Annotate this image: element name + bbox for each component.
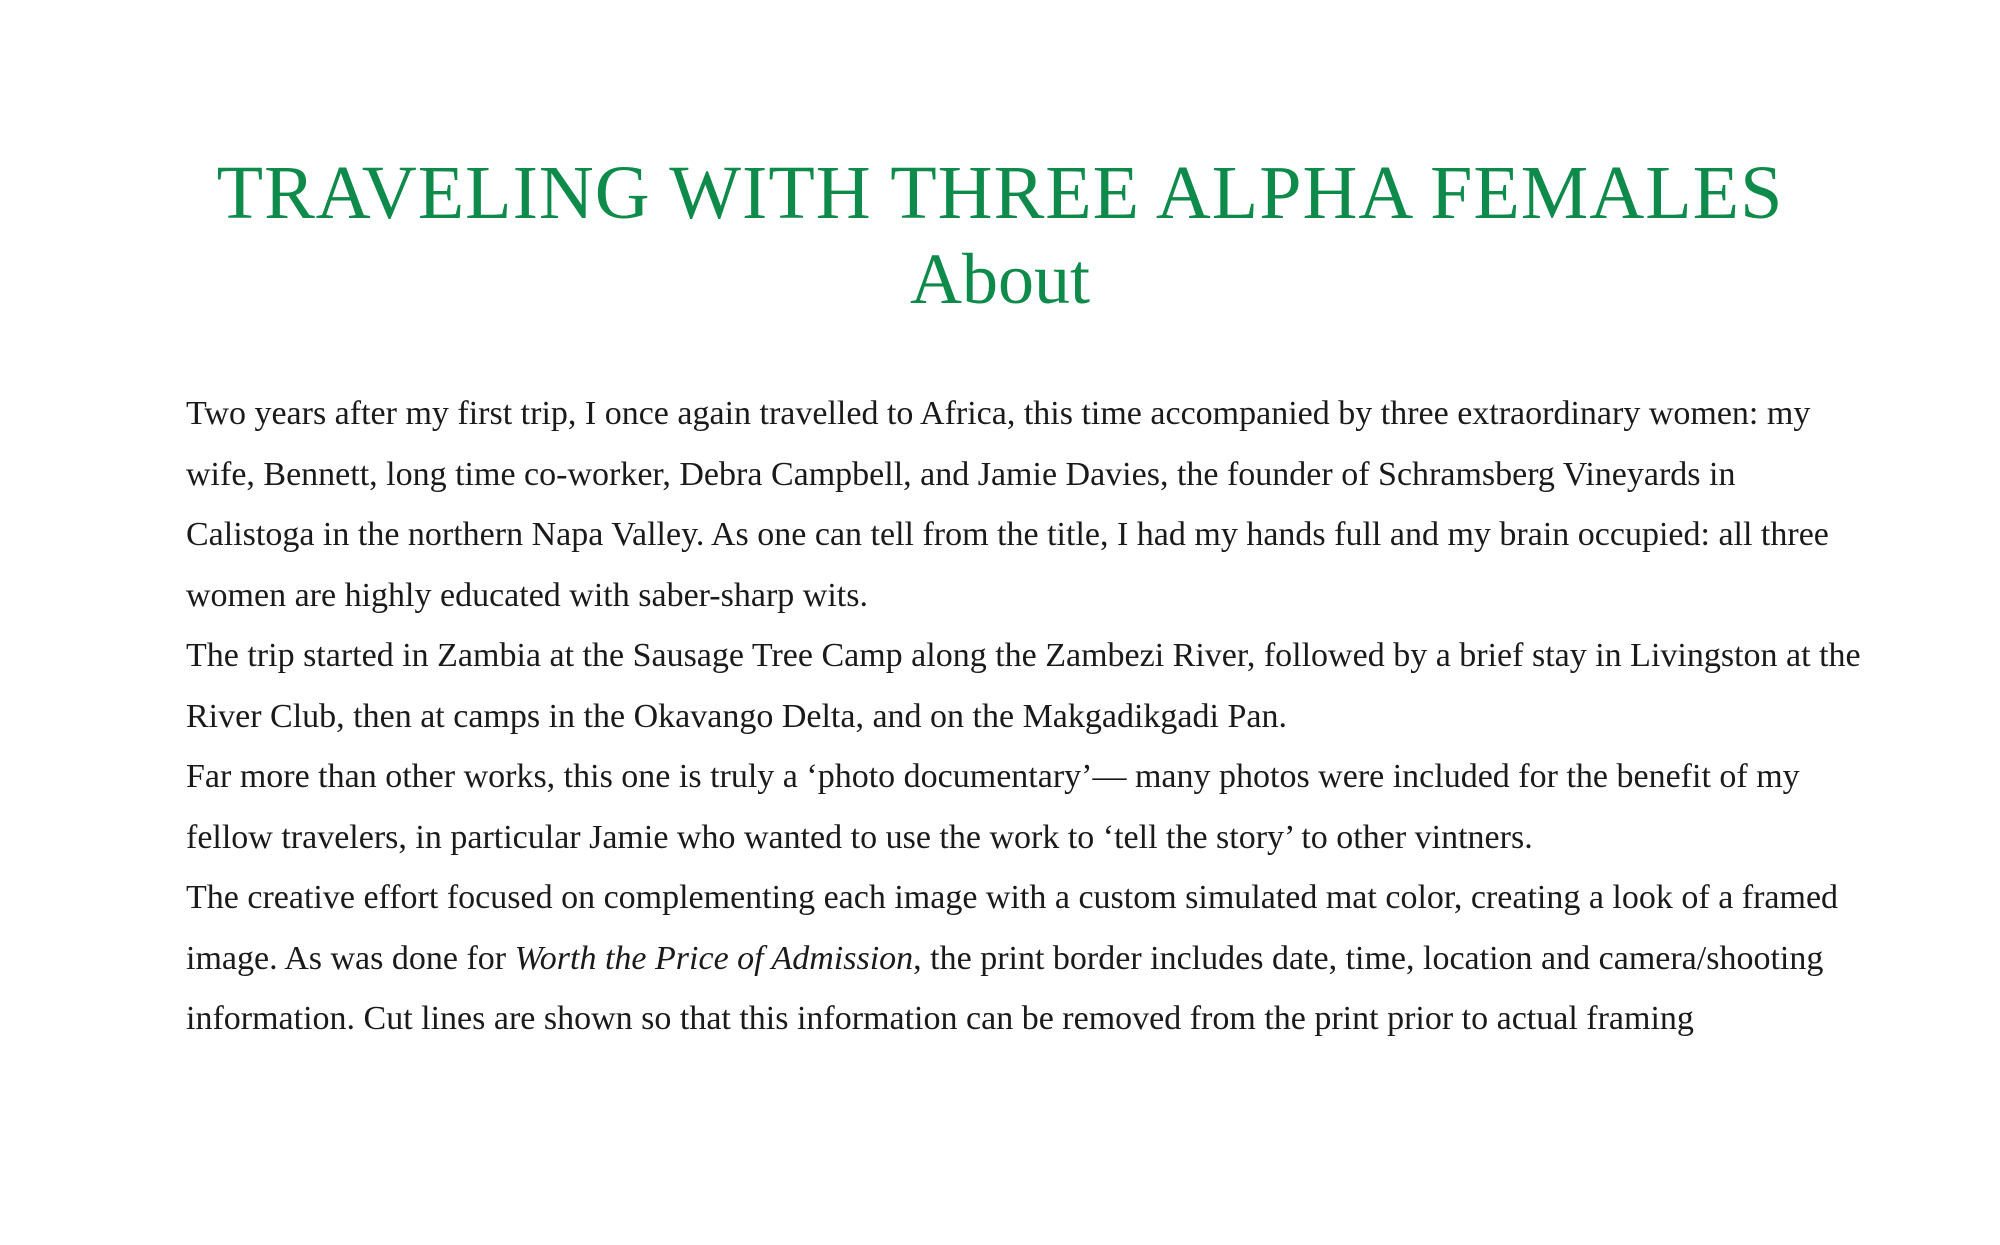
paragraph-intro: Two years after my first trip, I once again travelled to Africa, this time accompanied by three extraordinary women: my wife, Bennett, long time co-worker, Debra Campbell, and Jamie Davies, the founder of Schramsberg Vineyards in Calistoga in the northern Napa Valley. As one can tell from the title, I had my hands full and my brain occupied: all three women are highly educated with saber-sharp wits. [186,395,1829,614]
paragraph-itinerary: The trip started in Zambia at the Sausage Tree Camp along the Zambezi River, followed by a brief stay in Livingston at the River Club, then at camps in the Okavango Delta, and on the Makgadikgadi Pan. [186,637,1861,735]
paragraph-creative-part-2: , the print border includes date, time, location and camera/shooting information. Cut lines are shown so that this information can be removed from the print prior to actual framing [186,939,1824,1037]
paragraph-creative-part-1: The creative effort focused on complementing each image with a custom simulated mat color, creating a look of a framed image. As was done for [186,879,1839,977]
paragraph-documentary: Far more than other works, this one is truly a ‘photo documentary’— many photos were included for the benefit of my fellow travelers, in particular Jamie who wanted to use the work to ‘tell the story’ to other vintners. [186,758,1800,856]
book-title-reference: Worth the Price of Admission [514,939,914,977]
about-body [186,384,1866,1050]
page-subtitle: About [910,239,1090,319]
paragraph-creative [186,868,1866,1050]
page-header [0,150,2000,322]
page-title: TRAVELING WITH THREE ALPHA FEMALES [216,151,1784,235]
